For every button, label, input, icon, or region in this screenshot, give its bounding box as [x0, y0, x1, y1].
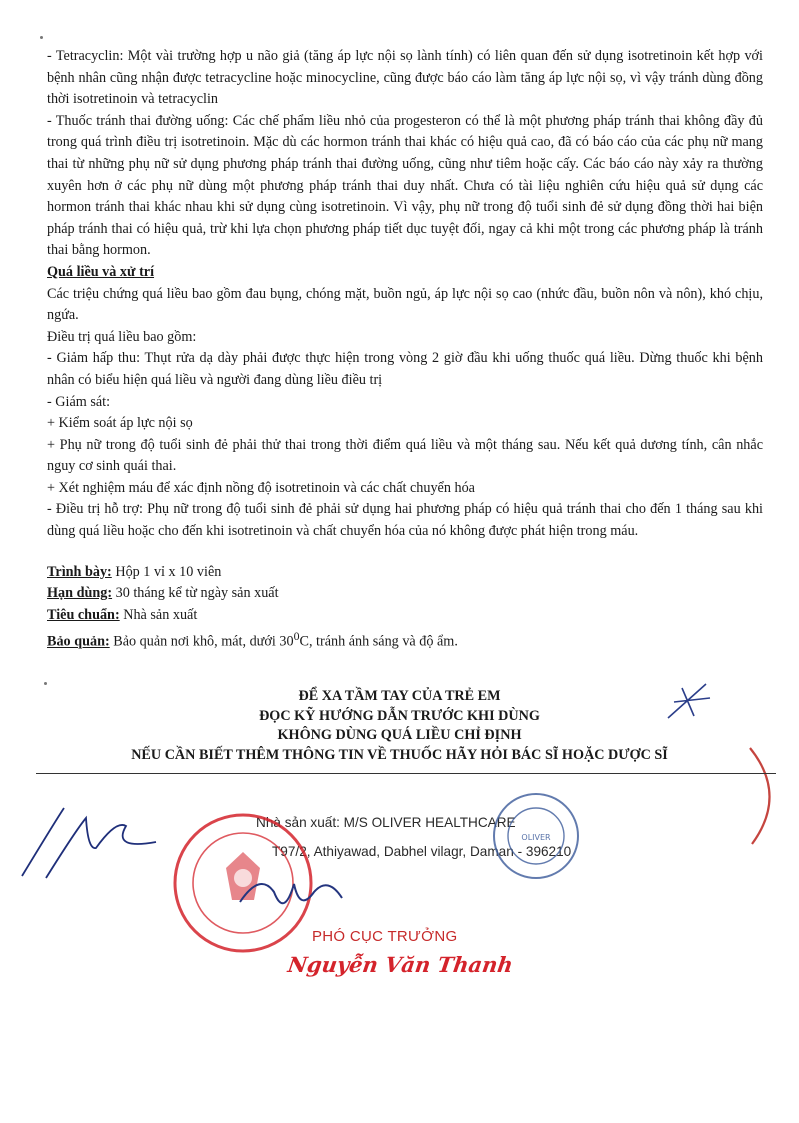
interaction-tetracyclin: - Tetracyclin: Một vài trường hợp u não giả (tăng áp lực nội sọ lành tính) có liên quan đến sử dụng isotretinoin kết hợp với bệnh nhân cũng nhận được tetracycline hoặc minocycline, cũng được báo cáo làm tăng áp lực nội sọ, vì vậy tránh dùng đồng thời isotretinoin và tetracyclin — [47, 48, 763, 108]
storage-degree: 0 — [293, 629, 300, 644]
svg-text:OLIVER: OLIVER — [521, 833, 551, 842]
approval-title: PHÓ CỤC TRƯỞNG — [312, 928, 458, 945]
standard-label: Tiêu chuẩn: — [47, 606, 120, 623]
director-signature — [230, 862, 360, 932]
storage-value-end: C, tránh ánh sáng và độ ẩm. — [299, 634, 458, 651]
scan-speck — [40, 36, 43, 39]
expiry-label: Hạn dùng: — [47, 585, 113, 602]
standard-value: Nhà sản xuất — [119, 606, 198, 623]
overdose-treatment-intro: Điều trị quá liều bao gồm: — [47, 328, 197, 345]
storage-line — [47, 626, 763, 653]
warning-ask-doctor: NẾU CẦN BIẾT THÊM THÔNG TIN VỀ THUỐC HÃY HỎI BÁC SĨ HOẶC DƯỢC SĨ — [131, 746, 668, 763]
document-body — [47, 46, 763, 654]
storage-label: Bảo quản: — [47, 634, 110, 651]
expiry-line — [47, 583, 763, 605]
presentation-line — [47, 562, 763, 584]
approval-name: Nguyễn Văn Thanh — [286, 952, 515, 977]
presentation-label: Trình bày: — [47, 563, 112, 580]
section-gap — [47, 543, 763, 562]
warning-read-instructions: ĐỌC KỸ HƯỚNG DẪN TRƯỚC KHI DÙNG — [259, 707, 540, 724]
overdose-monitor-blood: + Xét nghiệm máu để xác định nồng độ isotretinoin và các chất chuyển hóa — [47, 479, 475, 496]
overdose-monitor-icp: + Kiểm soát áp lực nội sọ — [47, 415, 193, 432]
standard-line — [47, 605, 763, 627]
interaction-contraceptive: - Thuốc tránh thai đường uống: Các chế phẩm liều nhỏ của progesteron có thể là một phương pháp tránh thai không đầy đủ trong quá trình điều trị isotretinoin. Mặc dù các hormon tránh thai khác có hiệu quả cao, đã có báo cáo của các phụ nữ mang thai từ những phụ nữ sử dụng phương pháp tránh thai đường uống, cũng như tiêm hoặc cấy. Các báo cáo này xảy ra thường xuyên hơn ở các phụ nữ dùng một phương pháp tránh thai duy nhất. Chưa có tài liệu nghiên cứu hiệu quả sử dụng các hormon tránh thai khác nhau khi sử dụng cùng isotretinoin. Vì vậy, phụ nữ trong độ tuổi sinh đẻ sử dụng đồng thời hai biện pháp tránh thai có hiệu quả, trừ khi lựa chọn phương pháp tiết dục tuyệt đối, ngay cả khi một trong các phương pháp là tránh thai bằng hormon. — [47, 112, 763, 259]
warning-no-overdose: KHÔNG DÙNG QUÁ LIỀU CHỈ ĐỊNH — [277, 727, 522, 743]
expiry-value: 30 tháng kể từ ngày sản xuất — [112, 585, 279, 602]
stamp-fragment — [740, 740, 799, 850]
company-stamp-icon — [488, 788, 584, 884]
manufacturer-name: Nhà sản xuất: M/S OLIVER HEALTHCARE — [256, 815, 516, 830]
presentation-value: Hộp 1 vỉ x 10 viên — [111, 563, 222, 580]
overdose-reduce-absorption: - Giảm hấp thu: Thụt rửa dạ dày phải được thực hiện trong vòng 2 giờ đầu khi uống thuốc quá liều. Dừng thuốc khi bệnh nhân có biểu hiện quá liều và người đang dùng liều điều trị — [47, 350, 763, 388]
pen-signature-mark — [660, 676, 720, 726]
storage-value: Bảo quản nơi khô, mát, dưới 30 — [109, 634, 294, 651]
overdose-monitor-pregnancy: + Phụ nữ trong độ tuổi sinh đẻ phải thử thai trong thời điểm quá liều và một tháng sau. Nếu kết quả dương tính, cân nhắc nguy cơ sinh quái thai. — [47, 436, 763, 475]
scan-speck — [44, 682, 47, 685]
handwritten-initials — [16, 790, 176, 890]
overdose-monitoring: - Giám sát: — [47, 393, 111, 410]
overdose-symptoms: Các triệu chứng quá liều bao gồm đau bụng, chóng mặt, buồn ngủ, áp lực nội sọ cao (nhức đầu, buồn nôn và nôn), khó chịu, ngứa. — [47, 285, 763, 324]
warning-keep-away: ĐỂ XA TẦM TAY CỦA TRẺ EM — [298, 688, 501, 704]
overdose-heading: Quá liều và xử trí — [47, 263, 155, 280]
overdose-supportive: - Điều trị hỗ trợ: Phụ nữ trong độ tuổi sinh đẻ phải sử dụng hai phương pháp có hiệu quả tránh thai cho đến 1 tháng sau khi dùng quá liều hoặc cho đến khi isotretinoin và chất chuyển hóa của nó không được phát hiện trong máu. — [47, 501, 763, 540]
divider-line — [36, 773, 776, 774]
manufacturer-address: T97/2, Athiyawad, Dabhel vilagr, Daman - 396210 — [272, 844, 572, 859]
